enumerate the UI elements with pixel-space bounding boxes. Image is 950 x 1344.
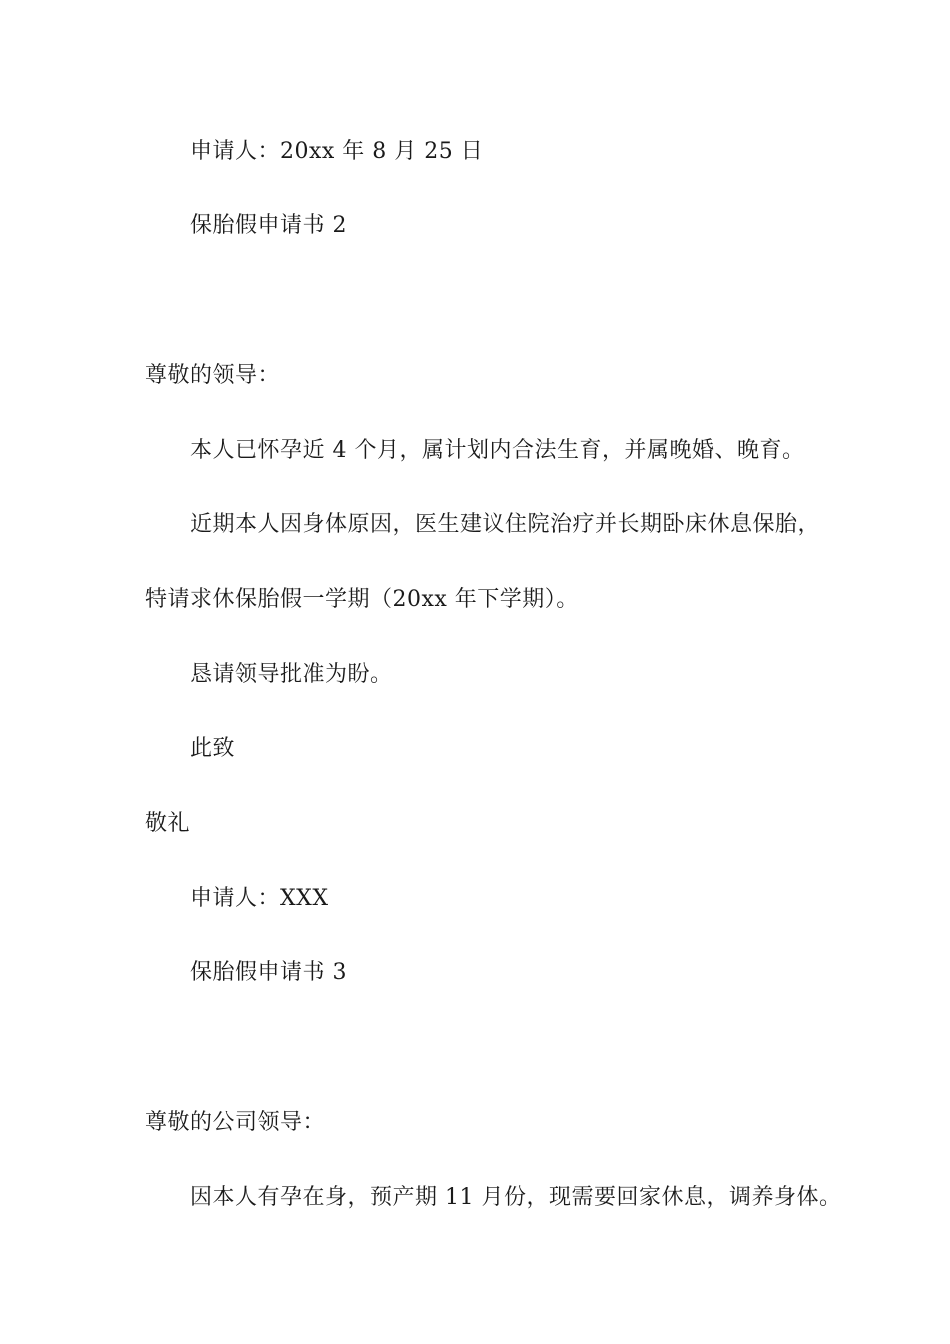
salutation-line-2: 尊敬的公司领导： (145, 1110, 326, 1135)
body-paragraph-1: 本人已怀孕近 4 个月，属计划内合法生育，并属晚婚、晚育。 (190, 438, 805, 463)
section-title-2: 保胎假申请书 2 (190, 213, 347, 238)
body-paragraph-3: 因本人有孕在身，预产期 11 月份，现需要回家休息，调养身体。 (190, 1185, 842, 1210)
body-paragraph-2: 近期本人因身体原因，医生建议住院治疗并长期卧床休息保胎， (190, 512, 821, 537)
body-paragraph-2-continued: 特请求休保胎假一学期（20xx 年下学期）。 (145, 587, 579, 612)
applicant-line: 申请人：XXX (190, 886, 329, 911)
request-line: 恳请领导批准为盼。 (190, 662, 393, 687)
applicant-date-line: 申请人：20xx 年 8 月 25 日 (190, 139, 484, 164)
closing-line: 此致 (190, 736, 236, 761)
regards-line: 敬礼 (145, 811, 191, 836)
section-title-3: 保胎假申请书 3 (190, 960, 347, 985)
salutation-line: 尊敬的领导： (145, 363, 281, 388)
